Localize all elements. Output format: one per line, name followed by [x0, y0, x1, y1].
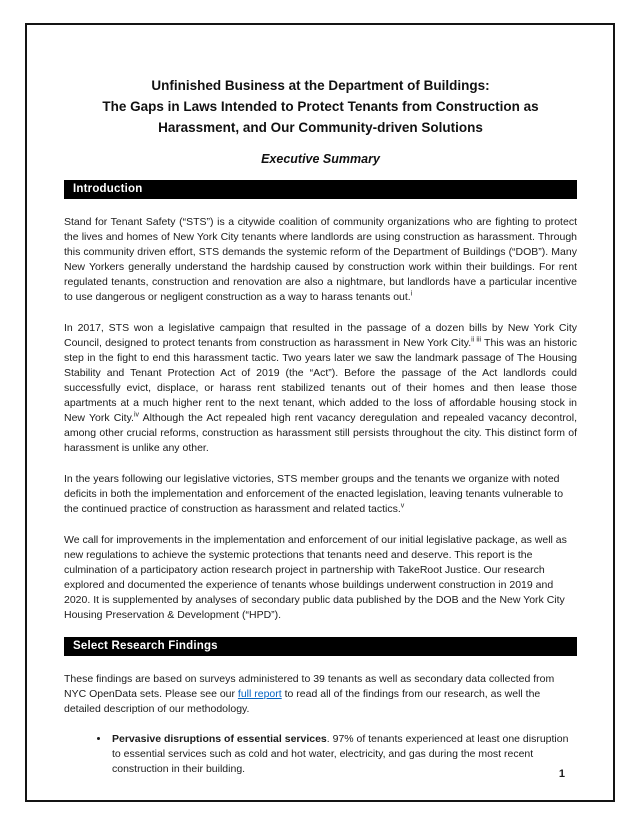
section-header-select-research-findings	[64, 637, 577, 656]
findings-intro-paragraph	[64, 672, 577, 717]
finding-bullet-essential-services	[110, 732, 577, 777]
section-header-introduction-label: Introduction	[73, 183, 143, 195]
document-title-line-1: Unfinished Business at the Department of Buildings:	[151, 78, 490, 93]
text-run: In 2017, STS won a legislative campaign that resulted in the passage of a dozen bills by New York City Council, designed to protect tenants from construction as harassment in New York City.	[64, 322, 577, 349]
footnote-reference: iv	[133, 411, 140, 419]
intro-paragraph-1	[64, 215, 577, 305]
text-run: This was an historic step in the fight to end this harassment tactic. Two years later we saw the landmark passage of The Housing Stability and Tenant Protection Act of 2019 (the “Act”). Before the passage of the Act landlords could successfully evict, displace, or harass rent stabilized tenants out of their homes and then lease those apartments at a much higher rent to the next tenant, which added to the loss of affordable housing stock in New York City.	[64, 337, 577, 424]
footnote-reference: v	[400, 502, 405, 510]
document-page	[25, 23, 615, 802]
intro-paragraph-2	[64, 321, 577, 456]
text-run: Pervasive disruptions of essential services	[112, 733, 327, 745]
findings-bullet-list	[64, 732, 577, 777]
document-title	[64, 75, 577, 138]
text-run: Stand for Tenant Safety (“STS”) is a citywide coalition of community organizations who are fighting to protect the lives and homes of New York City tenants where landlords are using construction as harassment. Through this community driven effort, STS demands the systemic reform of the Department of Buildings (“DOB”). Many New Yorkers generally understand the hardship caused by construction work within their buildings. For rent regulated tenants, construction and renovation are also a nightmare, but landlords have a particular incentive to use dangerous or negligent construction as a way to harass tenants out.	[64, 216, 577, 303]
text-run: We call for improvements in the implementation and enforcement of our initial legislative package, as well as new regulations to achieve the systemic protections that tenants need and deserve. This report is the culmination of a participatory action research project in partnership with TakeRoot Justice. Our research explored and documented the experience of tenants whose buildings underwent construction in 2019 and 2020. It is supplemented by analyses of secondary public data published by the DOB and the New York City Housing Preservation & Development (“HPD”).	[64, 534, 567, 621]
footnote-reference: ii iii	[471, 336, 482, 344]
text-run: . 97% of tenants experienced at least one disruption to essential services such as cold and hot water, electricity, and gas during the most recent construction in their building.	[112, 733, 569, 775]
section-header-introduction	[64, 180, 577, 199]
subtitle-executive-summary: Executive Summary	[261, 152, 380, 166]
section-header-select-research-findings-label: Select Research Findings	[73, 640, 218, 652]
footnote-reference: i	[410, 290, 413, 298]
text-run: to read all of the findings from our research, as well the detailed description of our methodology.	[64, 688, 541, 715]
page-number: 1	[558, 768, 565, 780]
text-run: In the years following our legislative victories, STS member groups and the tenants we organize with noted deficits in both the implementation and enforcement of the enacted legislation, leaving tenants vulnerable to the continued practice of construction as harassment and related tactics.	[64, 473, 564, 515]
text-run: These findings are based on surveys administered to 39 tenants as well as secondary data collected from NYC OpenData sets. Please see our	[64, 673, 555, 700]
intro-paragraph-4	[64, 533, 577, 623]
intro-paragraph-3	[64, 472, 577, 517]
text-run: Although the Act repealed high rent vacancy deregulation and repealed vacancy decontrol, among other crucial reforms, construction as harassment still persists throughout the city. This distinct form of harassment is unlike any other.	[64, 412, 577, 454]
document-title-line-3: Harassment, and Our Community-driven Solutions	[158, 120, 483, 135]
document-title-line-2: The Gaps in Laws Intended to Protect Tenants from Construction as	[102, 99, 539, 114]
full-report-link[interactable]: full report	[237, 688, 282, 700]
